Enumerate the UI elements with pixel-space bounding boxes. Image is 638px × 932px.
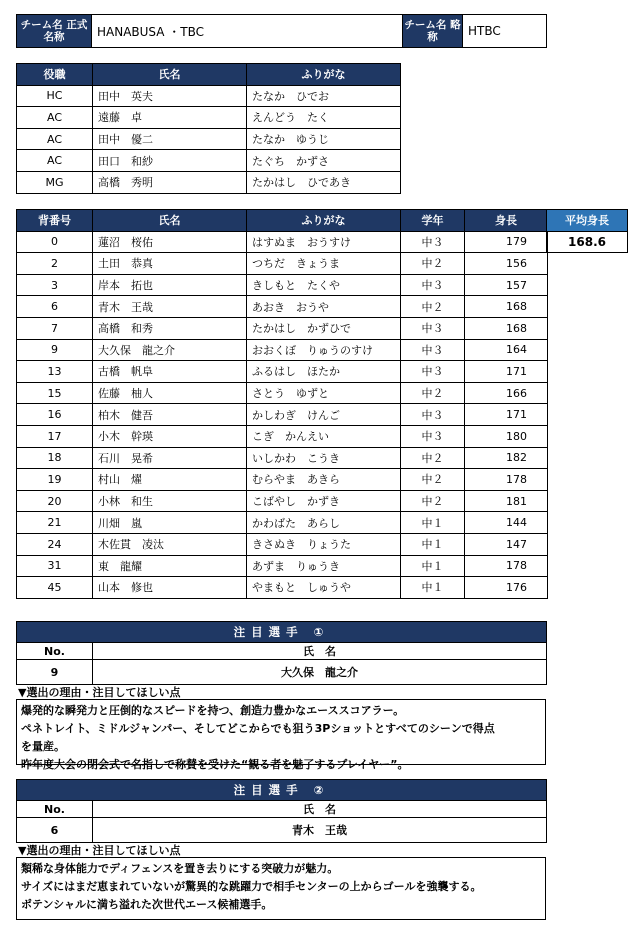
staff-header-name: 氏名	[93, 64, 247, 86]
player-grade: 中３	[401, 317, 465, 339]
player-kana: はすぬま おうすけ	[247, 231, 401, 253]
featured-player-2-no: 6	[17, 818, 93, 843]
player-kana: ふるはし ほたか	[247, 361, 401, 383]
player-number: 18	[17, 447, 93, 469]
player-number: 6	[17, 296, 93, 318]
player-name: 古橋 帆阜	[93, 361, 247, 383]
player-height: 168	[465, 317, 548, 339]
player-height: 178	[465, 469, 548, 491]
players-header-kana: ふりがな	[247, 210, 401, 232]
player-number: 31	[17, 555, 93, 577]
player-number: 24	[17, 533, 93, 555]
featured-player-1-table	[16, 621, 547, 685]
team-abbr-label: チーム名 略 称	[403, 15, 463, 48]
player-height: 166	[465, 382, 548, 404]
featured-player-2-name: 青木 王哉	[93, 818, 547, 843]
player-row	[17, 274, 548, 296]
player-name: 高橋 和秀	[93, 317, 247, 339]
player-name: 大久保 龍之介	[93, 339, 247, 361]
team-info-table	[16, 14, 547, 48]
player-number: 2	[17, 253, 93, 275]
featured-player-1-title: 注目選手 ①	[17, 622, 547, 643]
featured-player-1-no-label: No.	[17, 643, 93, 660]
staff-name: 遠藤 卓	[93, 107, 247, 129]
player-grade: 中２	[401, 469, 465, 491]
player-grade: 中１	[401, 533, 465, 555]
players-table	[16, 209, 548, 599]
player-kana: こぎ かんえい	[247, 425, 401, 447]
player-name: 村山 燿	[93, 469, 247, 491]
player-height: 171	[465, 361, 548, 383]
player-name: 青木 王哉	[93, 296, 247, 318]
featured-player-2-no-label: No.	[17, 801, 93, 818]
player-name: 東 龍耀	[93, 555, 247, 577]
player-number: 20	[17, 490, 93, 512]
staff-name: 田口 和紗	[93, 150, 247, 172]
staff-role: AC	[17, 107, 93, 129]
player-number: 0	[17, 231, 93, 253]
player-grade: 中３	[401, 404, 465, 426]
player-grade: 中１	[401, 577, 465, 599]
player-row	[17, 253, 548, 275]
reason-line: 爆発的な瞬発力と圧倒的なスピードを持つ、創造力豊かなエーススコアラー。	[21, 704, 405, 717]
player-height: 180	[465, 425, 548, 447]
reason-line: 類稀な身体能力でディフェンスを置き去りにする突破力が魅力。	[21, 862, 339, 875]
player-grade: 中３	[401, 425, 465, 447]
staff-header-role: 役職	[17, 64, 93, 86]
featured-player-2-reason-box	[16, 857, 546, 920]
staff-row	[17, 171, 401, 193]
player-name: 木佐貫 凌汰	[93, 533, 247, 555]
staff-role: AC	[17, 150, 93, 172]
player-height: 147	[465, 533, 548, 555]
player-row	[17, 425, 548, 447]
reason-line: ポテンシャルに満ち溢れた次世代エース候補選手。	[21, 898, 273, 911]
player-number: 45	[17, 577, 93, 599]
featured-player-2-name-label: 氏 名	[93, 801, 547, 818]
player-name: 小木 幹瑛	[93, 425, 247, 447]
player-grade: 中１	[401, 512, 465, 534]
player-kana: あおき おうや	[247, 296, 401, 318]
player-row	[17, 404, 548, 426]
player-row	[17, 296, 548, 318]
player-height: 156	[465, 253, 548, 275]
player-grade: 中２	[401, 296, 465, 318]
players-header-name: 氏名	[93, 210, 247, 232]
players-header-grade: 学年	[401, 210, 465, 232]
player-number: 3	[17, 274, 93, 296]
player-kana: こばやし かずき	[247, 490, 401, 512]
player-kana: やまもと しゅうや	[247, 577, 401, 599]
staff-table	[16, 63, 401, 194]
player-grade: 中１	[401, 555, 465, 577]
player-name: 蓮沼 桜佑	[93, 231, 247, 253]
player-height: 164	[465, 339, 548, 361]
staff-row	[17, 107, 401, 129]
player-kana: かしわぎ けんご	[247, 404, 401, 426]
player-height: 181	[465, 490, 548, 512]
player-row	[17, 361, 548, 383]
player-grade: 中３	[401, 339, 465, 361]
player-grade: 中２	[401, 382, 465, 404]
player-number: 21	[17, 512, 93, 534]
player-number: 7	[17, 317, 93, 339]
player-number: 9	[17, 339, 93, 361]
staff-kana: たぐち かずさ	[247, 150, 401, 172]
player-number: 15	[17, 382, 93, 404]
player-row	[17, 577, 548, 599]
player-grade: 中２	[401, 253, 465, 275]
player-row	[17, 382, 548, 404]
player-name: 柏木 健吾	[93, 404, 247, 426]
player-kana: いしかわ こうき	[247, 447, 401, 469]
staff-name: 田中 優二	[93, 128, 247, 150]
player-name: 岸本 拓也	[93, 274, 247, 296]
player-kana: さとう ゆずと	[247, 382, 401, 404]
player-name: 山本 修也	[93, 577, 247, 599]
staff-row	[17, 85, 401, 107]
player-number: 19	[17, 469, 93, 491]
staff-name: 田中 英夫	[93, 85, 247, 107]
featured-player-2-title: 注目選手 ②	[17, 780, 547, 801]
average-height-label: 平均身長	[547, 210, 628, 232]
player-name: 石川 晃希	[93, 447, 247, 469]
staff-role: MG	[17, 171, 93, 193]
reason-line: を量産。	[21, 740, 65, 753]
player-kana: たかはし かずひで	[247, 317, 401, 339]
player-kana: あずま りゅうき	[247, 555, 401, 577]
player-row	[17, 555, 548, 577]
player-height: 168	[465, 296, 548, 318]
player-height: 144	[465, 512, 548, 534]
featured-player-1-reason-label: ▼選出の理由・注目してほしい点	[18, 686, 181, 699]
staff-header-kana: ふりがな	[247, 64, 401, 86]
staff-name: 高橋 秀明	[93, 171, 247, 193]
player-kana: むらやま あきら	[247, 469, 401, 491]
player-kana: きさぬき りょうた	[247, 533, 401, 555]
player-name: 川畑 嵐	[93, 512, 247, 534]
player-kana: おおくぼ りゅうのすけ	[247, 339, 401, 361]
player-grade: 中２	[401, 447, 465, 469]
player-grade: 中２	[401, 490, 465, 512]
staff-role: AC	[17, 128, 93, 150]
featured-player-1-reason-box	[16, 699, 546, 771]
player-row	[17, 469, 548, 491]
reason-line: ペネトレイト、ミドルジャンパー、そしてどこからでも狙う3Pショットとすべてのシーンで得点	[21, 722, 495, 735]
average-height-box	[546, 209, 628, 253]
player-height: 178	[465, 555, 548, 577]
reason-line: サイズにはまだ恵まれていないが驚異的な跳躍力で相手センターの上からゴールを強襲する。	[21, 880, 482, 893]
player-name: 小林 和生	[93, 490, 247, 512]
player-height: 157	[465, 274, 548, 296]
player-name: 土田 恭真	[93, 253, 247, 275]
players-header-number: 背番号	[17, 210, 93, 232]
staff-row	[17, 150, 401, 172]
featured-player-1-name: 大久保 龍之介	[93, 660, 547, 685]
player-row	[17, 231, 548, 253]
staff-row	[17, 128, 401, 150]
team-name-value: HANABUSA ・TBC	[92, 15, 403, 48]
player-height: 176	[465, 577, 548, 599]
players-header-height: 身長	[465, 210, 548, 232]
player-kana: つちだ きょうま	[247, 253, 401, 275]
player-number: 16	[17, 404, 93, 426]
staff-kana: たなか ゆうじ	[247, 128, 401, 150]
player-row	[17, 317, 548, 339]
player-grade: 中３	[401, 231, 465, 253]
player-row	[17, 447, 548, 469]
staff-kana: たなか ひでお	[247, 85, 401, 107]
player-row	[17, 512, 548, 534]
staff-kana: たかはし ひであき	[247, 171, 401, 193]
player-height: 171	[465, 404, 548, 426]
staff-role: HC	[17, 85, 93, 107]
featured-player-2-table	[16, 779, 547, 843]
featured-player-1-no: 9	[17, 660, 93, 685]
player-grade: 中３	[401, 361, 465, 383]
featured-player-1-name-label: 氏 名	[93, 643, 547, 660]
player-row	[17, 490, 548, 512]
player-grade: 中３	[401, 274, 465, 296]
team-name-label: チーム名 正式名称	[17, 15, 92, 48]
player-number: 13	[17, 361, 93, 383]
player-height: 179	[465, 231, 548, 253]
player-height: 182	[465, 447, 548, 469]
team-abbr-value: HTBC	[463, 15, 547, 48]
player-kana: きしもと たくや	[247, 274, 401, 296]
staff-kana: えんどう たく	[247, 107, 401, 129]
player-row	[17, 533, 548, 555]
player-kana: かわばた あらし	[247, 512, 401, 534]
player-number: 17	[17, 425, 93, 447]
average-height-value: 168.6	[547, 231, 628, 253]
player-name: 佐藤 柚人	[93, 382, 247, 404]
reason-line: 昨年度大会の閉会式で名指しで称賛を受けた“観る者を魅了するプレイヤー”。	[21, 758, 409, 771]
player-row	[17, 339, 548, 361]
featured-player-2-reason-label: ▼選出の理由・注目してほしい点	[18, 844, 181, 857]
